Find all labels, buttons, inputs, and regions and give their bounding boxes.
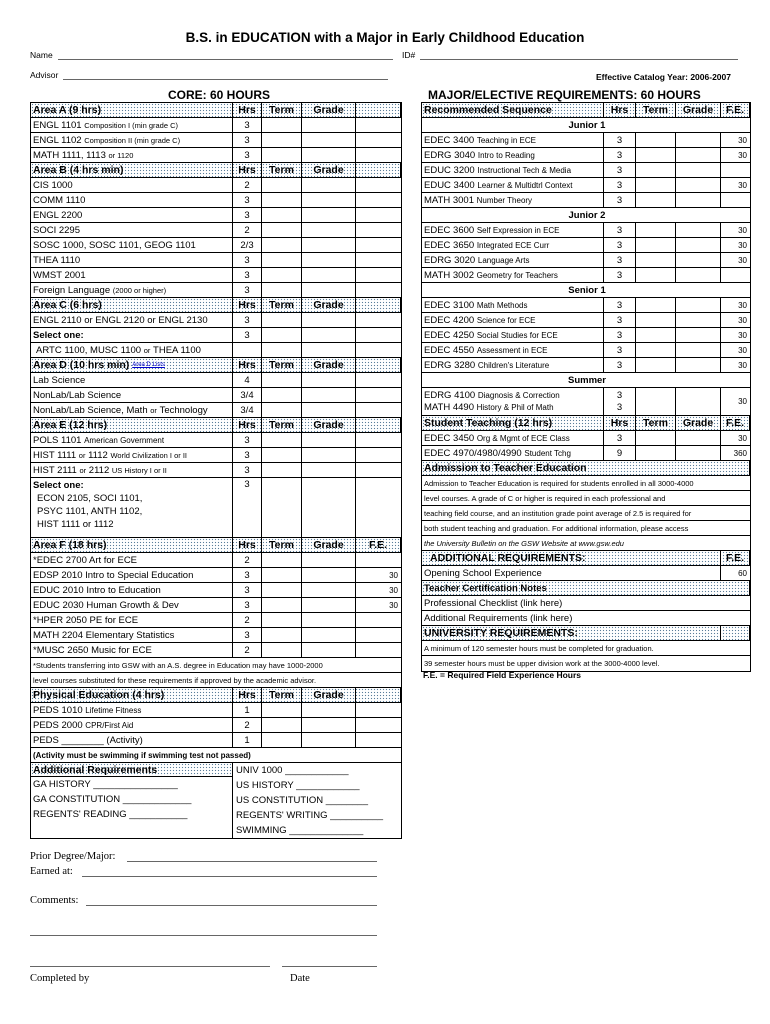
table-row: NonLab/Lab Science 3/4	[31, 388, 401, 403]
table-row: ENGL 2200 3	[31, 208, 401, 223]
major-table: Recommended Sequence Hrs Term Grade F.E. Junior 1 EDEC 3400 Teaching in ECE 3 30 EDRG 3040 Intro to Reading 3 30 EDUC 3200 Instructional Tech & Media 3 EDUC 3400 Learner & Multidtrl Context 3 30 MATH 3001 Number Theory 3 Junior 2 EDEC 3600 Self Expression in ECE 3 30 EDEC 3650 Integrated ECE Curr 3 30 EDRG 3020 Language Arts 3 30 MATH 3002 Geometry for Teachers 3 Senior 1 EDEC 3100 Math Methods 3 30 EDEC 4200 Science for ECE 3 30 EDEC 4250 Social Studies for ECE 3 30 EDEC 4550 Assessment in ECE 3 30 EDRG 3280 Children's Literature 3 30 Summer EDRG 4100 Diagnosis & Correction MATH 4490 History & Phil of Math 3 3 30 Student Teaching (12 hrs) Hrs Term Grade F.E. EDEC 3450 Org & Mgmt of ECE Class 3 30 EDEC 4970/4980/4990 Student Tchg 9 360 Admission to Teacher Education Admission to Teacher Education is required for students enrolled in all 3000-4000 level courses. A grade of C or higher is required in each professional and teaching field course, and an institution grade point average of 2.5 is required for both student teaching and graduation. For additional information, please access the University Bulletin on the GSW Website at www.gsw.edu ADDITIONAL REQUIREMENTS: F.E. Opening School Experience 60 Teacher Certification Notes Professional Checklist (link here) Additional Requirements (link here) UNIVERSITY REQUIREMENTS: A minimum of 120 semester hours must be completed for graduation. 39 semester hours must be upper division work at the 3000-4000 level.	[421, 102, 751, 672]
table-row: PEDS 1010 Lifetime Fitness 1	[31, 703, 401, 718]
table-row: WMST 2001 3	[31, 268, 401, 283]
table-row: HIST 2111 or 2112 US History I or II 3	[31, 463, 401, 478]
earned-at-label: Earned at:	[30, 866, 73, 877]
table-row: *HPER 2050 PE for ECE 2	[31, 613, 401, 628]
table-row: EDUC 3200 Instructional Tech & Media 3	[422, 163, 750, 178]
table-row: EDEC 3600 Self Expression in ECE 3 30	[422, 223, 750, 238]
table-row: EDEC 4970/4980/4990 Student Tchg 9 360	[422, 446, 750, 461]
id-label: ID#	[402, 50, 416, 60]
fe-note: F.E. = Required Field Experience Hours	[423, 670, 582, 680]
table-row: EDEC 3650 Integrated ECE Curr 3 30	[422, 238, 750, 253]
table-row: ARTC 1100, MUSC 1100 or THEA 1100	[31, 343, 401, 358]
table-row: EDRG 3020 Language Arts 3 30	[422, 253, 750, 268]
id-field[interactable]	[420, 59, 738, 60]
name-label: Name	[30, 50, 53, 60]
opening-school-experience: Opening School Experience	[422, 566, 721, 580]
pe-header: Physical Education (4 hrs) Hrs Term Grade	[31, 688, 401, 703]
table-row: ENGL 1101 Composition I (min grade C) 3	[31, 118, 401, 133]
comments-field-2[interactable]	[30, 935, 377, 936]
area-c-header: Area C (6 hrs) Hrs Term Grade	[31, 298, 401, 313]
core-table	[30, 102, 402, 839]
area-a-header: Area A (9 hrs) Hrs Term Grade	[31, 103, 401, 118]
table-row: CIS 1000 2	[31, 178, 401, 193]
comments-label: Comments:	[30, 895, 79, 906]
table-row: EDUC 2010 Intro to Education 3 30	[31, 583, 401, 598]
table-row: MATH 1111, 1113 or 1120 3	[31, 148, 401, 163]
table-row: *EDEC 2700 Art for ECE 2	[31, 553, 401, 568]
table-row: MATH 3002 Geometry for Teachers 3	[422, 268, 750, 283]
table-row: EDUC 3400 Learner & Multidtrl Context 3 30	[422, 178, 750, 193]
major-heading: MAJOR/ELECTIVE REQUIREMENTS: 60 HOURS	[428, 88, 701, 102]
advisor-label: Advisor	[30, 70, 59, 80]
core-heading: CORE: 60 HOURS	[168, 88, 271, 102]
area-f-header: Area F (18 hrs) Hrs Term Grade F.E.	[31, 538, 401, 553]
area-b-header: Area B (4 hrs min) Hrs Term Grade	[31, 163, 401, 178]
table-row: NonLab/Lab Science, Math or Technology 3/4	[31, 403, 401, 418]
date-label: Date	[290, 973, 310, 984]
table-row: EDRG 4100 Diagnosis & Correction MATH 4490 History & Phil of Math 3 3 30	[422, 388, 750, 416]
table-row: Select one: 3	[31, 328, 401, 343]
table-row: MATH 3001 Number Theory 3	[422, 193, 750, 208]
table-row: EDRG 3040 Intro to Reading 3 30	[422, 148, 750, 163]
table-row: EDSP 2010 Intro to Special Education 3 30	[31, 568, 401, 583]
table-row: HIST 1111 or 1112 World Civilization I or II 3	[31, 448, 401, 463]
table-row: MATH 2204 Elementary Statistics 3	[31, 628, 401, 643]
area-f-note-2: level courses substituted for these requirements if approved by the academic advisor.	[31, 673, 401, 688]
table-row: Select one: ECON 2105, SOCI 1101, PSYC 1101, ANTH 1102, HIST 1111 or 1112 3	[31, 478, 401, 538]
professional-checklist-link[interactable]: Professional Checklist (link here)	[424, 597, 563, 609]
area-a-title: Area A (9 hrs)	[31, 103, 233, 117]
earned-at-field[interactable]	[82, 876, 377, 877]
table-row: PEDS 2000 CPR/First Aid 2	[31, 718, 401, 733]
completed-by-field[interactable]	[30, 966, 270, 967]
prior-degree-field[interactable]	[127, 861, 377, 862]
date-field[interactable]	[282, 966, 377, 967]
table-row: PEDS ________ (Activity) 1	[31, 733, 401, 748]
table-row: EDEC 3450 Org & Mgmt of ECE Class 3 30	[422, 431, 750, 446]
table-row: ENGL 2110 or ENGL 2120 or ENGL 2130 3	[31, 313, 401, 328]
table-row: *MUSC 2650 Music for ECE 2	[31, 643, 401, 658]
table-row: EDEC 3400 Teaching in ECE 3 30	[422, 133, 750, 148]
completed-by-label: Completed by	[30, 973, 90, 984]
area-d-lists-link[interactable]: Area D Lists	[132, 362, 165, 368]
area-f-note-1: *Students transferring into GSW with an A.S. degree in Education may have 1000-2000	[31, 658, 401, 673]
pe-note: (Activity must be swimming if swimming test not passed)	[31, 748, 401, 763]
table-row: COMM 1110 3	[31, 193, 401, 208]
table-row: ENGL 1102 Composition II (min grade C) 3	[31, 133, 401, 148]
table-row: Lab Science 4	[31, 373, 401, 388]
student-teaching-header: Student Teaching (12 hrs) Hrs Term Grade F.E.	[422, 416, 750, 431]
table-row: THEA 1110 3	[31, 253, 401, 268]
additional-requirements-header: ADDITIONAL REQUIREMENTS: F.E.	[422, 551, 750, 566]
table-row: EDUC 2030 Human Growth & Dev 3 30	[31, 598, 401, 613]
area-d-header: Area D (10 hrs min) Area D Lists Hrs Term Grade	[31, 358, 401, 373]
table-row: EDRG 3280 Children's Literature 3 30	[422, 358, 750, 373]
table-row: SOSC 1000, SOSC 1101, GEOG 1101 2/3	[31, 238, 401, 253]
page-title: B.S. in EDUCATION with a Major in Early Childhood Education	[185, 30, 585, 45]
table-row: EDEC 4200 Science for ECE 3 30	[422, 313, 750, 328]
additional-requirements: Additional Requirements GA HISTORY ________________ GA CONSTITUTION _____________ REGENTS' READING ___________ UNIV 1000 ____________ US HISTORY ____________ US CONSTITUTION ________ REGENTS' WRITING __________ SWIMMING ______________	[33, 764, 384, 836]
table-row: EDEC 4550 Assessment in ECE 3 30	[422, 343, 750, 358]
table-row: SOCI 2295 2	[31, 223, 401, 238]
comments-field[interactable]	[86, 905, 377, 906]
catalog-year: Effective Catalog Year: 2006-2007	[596, 72, 731, 82]
table-row: Foreign Language (2000 or higher) 3	[31, 283, 401, 298]
prior-degree-label: Prior Degree/Major:	[30, 851, 116, 862]
university-requirements-header: UNIVERSITY REQUIREMENTS:	[422, 626, 750, 641]
table-row: POLS 1101 American Government 3	[31, 433, 401, 448]
name-field[interactable]	[58, 59, 393, 60]
additional-requirements-link[interactable]: Additional Requirements (link here)	[424, 612, 573, 624]
rec-seq-header: Recommended Sequence Hrs Term Grade F.E.	[422, 103, 750, 118]
admission-header: Admission to Teacher Education	[422, 461, 750, 476]
table-row: EDEC 3100 Math Methods 3 30	[422, 298, 750, 313]
area-e-header: Area E (12 hrs) Hrs Term Grade	[31, 418, 401, 433]
table-row: EDEC 4250 Social Studies for ECE 3 30	[422, 328, 750, 343]
advisor-field[interactable]	[63, 79, 388, 80]
